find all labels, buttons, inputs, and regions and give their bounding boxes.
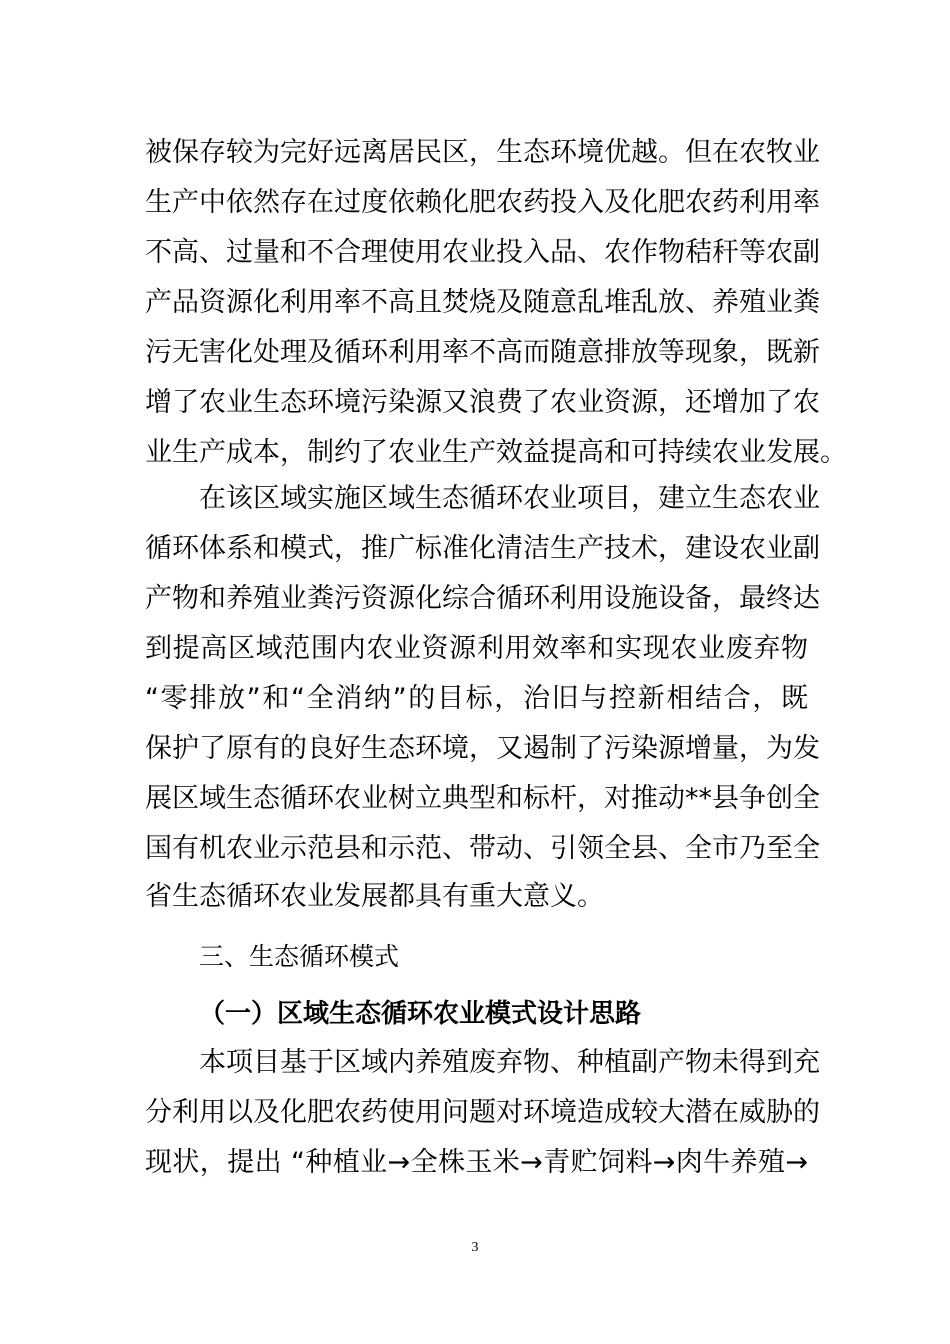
- text-line: 现状，提出 “种植业→全株玉米→青贮饲料→肉牛养殖→: [145, 1147, 808, 1178]
- text-line: 不高、过量和不合理使用农业投入品、农作物秸秆等农副: [145, 237, 820, 268]
- text-line: 展区域生态循环农业树立典型和标杆，对推动**县争创全: [145, 783, 820, 814]
- text-line: 省生态循环农业发展都具有重大意义。: [145, 881, 604, 912]
- text-line: 业生产成本，制约了农业生产效益提高和可持续农业发展。: [145, 437, 847, 468]
- text-line: 生产中依然存在过度依赖化肥农药投入及化肥农药利用率: [145, 187, 820, 218]
- subsection-heading: （一）区域生态循环农业模式设计思路: [199, 999, 642, 1029]
- text-line: 分利用以及化肥农药使用问题对环境造成较大潜在威胁的: [145, 1097, 820, 1128]
- text-line: 到提高区域范围内农业资源利用效率和实现农业废弃物: [145, 633, 808, 664]
- text-line: 增了农业生态环境污染源又浪费了农业资源，还增加了农: [145, 387, 820, 418]
- text-line: 污无害化处理及循环利用率不高而随意排放等现象，既新: [145, 337, 820, 368]
- text-line: 在该区域实施区域生态循环农业项目，建立生态农业: [199, 483, 820, 514]
- text-line: 产物和养殖业粪污资源化综合循环利用设施设备，最终达: [145, 583, 820, 614]
- text-line: 保护了原有的良好生态环境，又遏制了污染源增量，为发: [145, 733, 820, 764]
- page-number: 3: [471, 1240, 479, 1255]
- text-line: 国有机农业示范县和示范、带动、引领全县、全市乃至全: [145, 833, 820, 864]
- section-heading: 三、生态循环模式: [199, 942, 400, 971]
- text-line: “零排放”和“全消纳”的目标，治旧与控新相结合，既: [145, 683, 808, 714]
- text-line: 被保存较为完好远离居民区，生态环境优越。但在农牧业: [145, 137, 820, 168]
- text-line: 本项目基于区域内养殖废弃物、种植副产物未得到充: [199, 1047, 820, 1078]
- text-line: 产品资源化利用率不高且焚烧及随意乱堆乱放、养殖业粪: [145, 287, 820, 318]
- text-line: 循环体系和模式，推广标准化清洁生产技术，建设农业副: [145, 533, 820, 564]
